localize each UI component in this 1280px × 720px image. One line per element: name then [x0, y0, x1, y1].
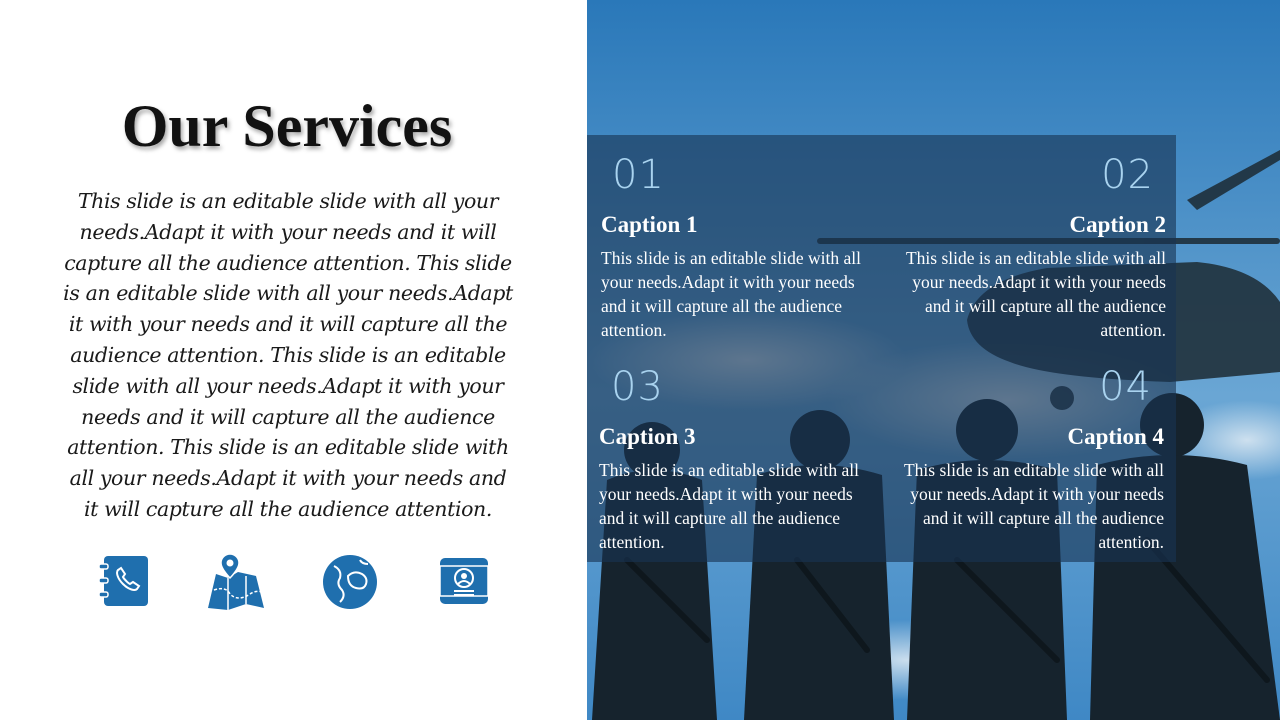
caption-title-2: Caption 2: [1069, 212, 1166, 237]
caption-number-3: 03: [611, 364, 664, 410]
caption-title-4: Caption 4: [1067, 424, 1164, 449]
caption-title-1: Caption 1: [601, 212, 698, 237]
slide-title: Our Services: [121, 93, 453, 159]
caption-number-4: 04: [1099, 364, 1152, 410]
map-pin-icon: [206, 552, 266, 612]
slide-body-text: This slide is an editable slide with all your needs.Adapt it with your needs and it will capture all the audience attention. This slide is an editable slide with all your needs.Adapt it with your needs and it will capture all the audience attention. This slide is an editable slide with all your needs.Adapt it with your needs and it will capture all the audience attention. This slide is an editable slide with all your needs.Adapt it with your needs and it will capture all the audience attention.: [63, 189, 513, 521]
id-card-icon: [434, 552, 494, 612]
caption-text-2: This slide is an editable slide with all your needs.Adapt it with your needs and it will capture all the audience attention.: [905, 248, 1166, 340]
caption-text-4: This slide is an editable slide with all your needs.Adapt it with your needs and it will capture all the audience attention.: [903, 460, 1164, 552]
caption-text-3: This slide is an editable slide with all your needs.Adapt it with your needs and it will capture all the audience attention.: [599, 460, 860, 552]
caption-number-2: 02: [1101, 152, 1154, 198]
icon-row: [0, 552, 587, 612]
caption-number-1: 01: [612, 152, 665, 198]
left-panel: [0, 0, 587, 720]
globe-icon: [320, 552, 380, 612]
caption-text-1: This slide is an editable slide with all your needs.Adapt it with your needs and it will capture all the audience attention.: [601, 248, 862, 340]
phone-book-icon: [94, 552, 154, 612]
caption-title-3: Caption 3: [599, 424, 696, 449]
